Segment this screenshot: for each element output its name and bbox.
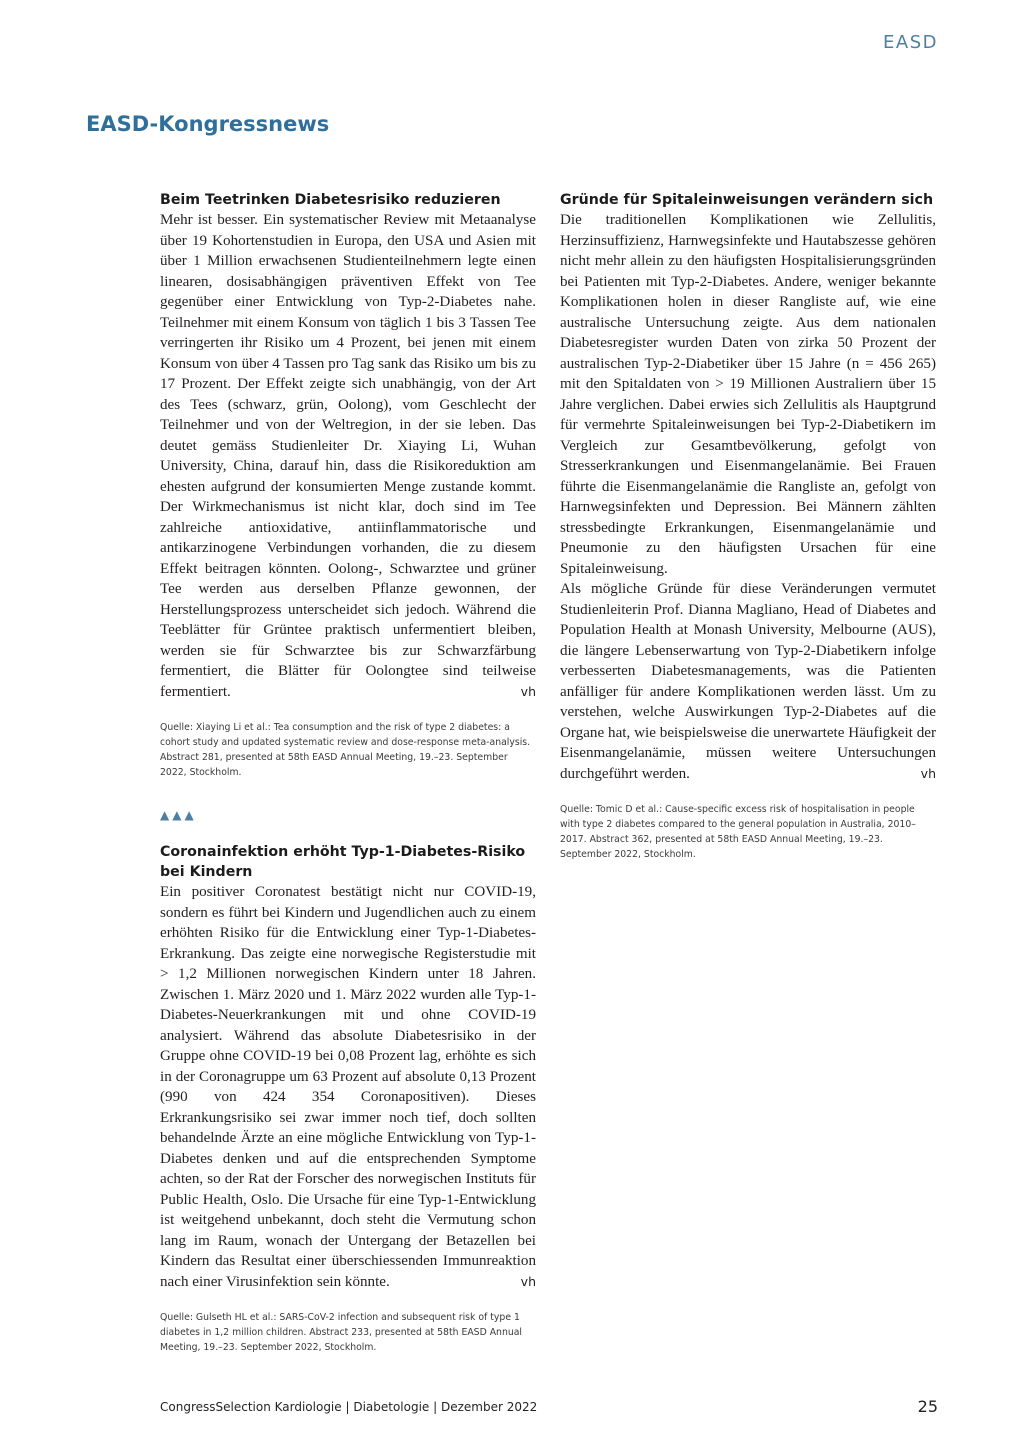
footer-publication: CongressSelection Kardiologie | Diabetologie | Dezember 2022: [160, 1400, 538, 1414]
article-body-paragraph-1: Die traditionellen Komplikationen wie Zellulitis, Herzinsuffizienz, Harnwegsinfekte und Hautabszesse gehören nicht mehr allein zu den häufigsten Hospitalisierungsgründen bei Patienten mit Typ-2-Diabetes. Andere, weniger bekannte Komplikationen holen in dieser Rangliste auf, wie eine australische Untersuchung zeigte. Aus dem nationalen Diabetesregister wurden Daten von zirka 50 Prozent der australischen Typ-2-Diabetiker über 15 Jahre (n = 456 265) mit den Spitaldaten von > 19 Millionen Australiern über 15 Jahre verglichen. Dabei erwies sich Zellulitis als Hauptgrund für vermehrte Spitaleinweisungen bei Typ-2-Diabetikern im Vergleich zur Gesamtbevölkerung, gefolgt von Stresserkrankungen und Eisenmangelanämie. Bei Frauen führte die Eisenmangelanämie die Rangliste an, gefolgt von Harnwegsinfekten und Depression. Bei Männern zählten stressbedingte Erkrankungen, Eisenmangelanämie und Pneumonie zu den häufigsten Ursachen für eine Spitaleinweisung.: [560, 212, 936, 577]
source-citation: Quelle: Xiaying Li et al.: Tea consumption and the risk of type 2 diabetes: a cohort study and updated systematic review and dose-response meta-analysis. Abstract 281, presented at 58th EASD Annual Meeting, 19.–23. September 2022, Stockholm.: [160, 722, 531, 778]
author-signature: vh: [520, 683, 536, 699]
article-body-text: Als mögliche Gründe für diese Veränderungen vermutet Studienleiterin Prof. Dianna Magliano, Head of Diabetes and Population Health at Monash University, Melbourne (AUS), die längere Lebenserwartung von Typ-2-Diabetikern infolge verbesserten Diabetesmanagements, was die Patienten anfälliger für andere Komplikationen werden lässt. Um zu verstehen, welche Auswirkungen Typ-2-Diabetes auf die Organe hat, wie beispielsweise die unerwartete Häufigkeit der Eisenmangelanämie, müssen weitere Untersuchungen durchgeführt werden.: [560, 581, 936, 782]
article-tea: [160, 190, 536, 780]
page-number: 25: [917, 1397, 938, 1416]
article-hospitalisation: [560, 190, 936, 862]
article-title: Beim Teetrinken Diabetesrisiko reduzieren: [160, 192, 501, 208]
author-signature: vh: [920, 765, 936, 781]
section-tag: EASD: [883, 32, 938, 53]
article-covid: [160, 842, 536, 1355]
article-body-text: Mehr ist besser. Ein systematischer Review mit Metaanalyse über 19 Kohortenstudien in Europa, den USA und Asien mit über 1 Million erwachsenen Studienteilnehmern legte einen linearen, dosisabhängigen präventiven Effekt von Tee gegenüber einer Entwicklung von Typ-2-Diabetes nahe. Teilnehmer mit einem Konsum von täglich 1 bis 3 Tassen Tee verringerten ihr Risiko um 4 Prozent, bei jenen mit einem Konsum von über 4 Tassen pro Tag sank das Risiko um bis zu 17 Prozent. Der Effekt zeigte sich unabhängig, von der Art des Tees (schwarz, grün, Oolong), vom Geschlecht der Teilnehmer und von der Weltregion, in der sie leben. Das deutet gemäss Studienleiter Dr. Xiaying Li, Wuhan University, China, darauf hin, dass die Risikoreduktion am ehesten aufgrund der konsumierten Menge zustande kommt. Der Wirkmechanismus ist nicht klar, doch sind im Tee zahlreiche antioxidative, antiinflammatorische und antikarzinogene Verbindungen vorhanden, die zu diesem Effekt beitragen könnten. Oolong-, Schwarztee und grüner Tee werden aus derselben Pflanze gewonnen, der Herstellungsprozess unterscheidet sich jedoch. Während die Teeblätter für Grüntee praktisch unfermentiert bleiben, werden sie für Schwarztee bis zur Schwarzfärbung fermentiert, die Blätter für Oolongtee sind teilweise fermentiert.: [160, 212, 536, 700]
article-title: Coronainfektion erhöht Typ-1-Diabetes-Risiko bei Kindern: [160, 844, 526, 880]
page-title: EASD-Kongressnews: [86, 112, 330, 136]
source-citation: Quelle: Gulseth HL et al.: SARS-CoV-2 infection and subsequent risk of type 1 diabetes in 1,2 million children. Abstract 233, presented at 58th EASD Annual Meeting, 19.–23. September 2022, Stockholm.: [160, 1312, 523, 1353]
source-citation: Quelle: Tomic D et al.: Cause-specific excess risk of hospitalisation in people with type 2 diabetes compared to the general population in Australia, 2010–2017. Abstract 362, presented at 58th EASD Annual Meeting, 19.–23. September 2022, Stockholm.: [560, 804, 916, 860]
article-body: [160, 882, 536, 1292]
article-body-paragraph-2: [560, 579, 936, 784]
section-separator: ▲▲▲: [160, 808, 197, 822]
right-column: [560, 190, 936, 862]
article-body-text: Ein positiver Coronatest bestätigt nicht nur COVID-19, sondern es führt bei Kindern und Jugendlichen auch zu einem erhöhten Risiko für die Entwicklung einer Typ-1-Diabetes-Erkrankung. Das zeigte eine norwegische Registerstudie mit > 1,2 Millionen norwegischen Kindern unter 18 Jahren. Zwischen 1. März 2020 und 1. März 2022 wurden alle Typ-1-Diabetes-Neuerkrankungen mit und ohne COVID-19 analysiert. Während das absolute Diabetesrisiko in der Gruppe ohne COVID-19 bei 0,08 Prozent lag, erhöhte es sich in der Coronagruppe um 63 Prozent auf absolute 0,13 Prozent (990 von 424 354 Coronapositiven). Dieses Erkrankungsrisiko sei zwar immer noch tief, doch sollten behandelnde Ärzte an eine mögliche Entwicklung von Typ-1-Diabetes denken und auf die entsprechenden Symptome achten, so der Rat der Forscher des norwegischen Instituts für Public Health, Oslo. Die Ursache für eine Typ-1-Entwicklung ist weitgehend unbekannt, doch steht die Vermutung schon lang im Raum, wonach der Untergang der Betazellen bei Kindern das Resultat einer überschiessenden Immunreaktion nach einer Virusinfektion sein könnte.: [160, 884, 536, 1290]
article-title: Gründe für Spitaleinweisungen verändern sich: [560, 192, 934, 208]
author-signature: vh: [520, 1273, 536, 1289]
article-body: [160, 210, 536, 702]
left-column: [160, 190, 536, 1355]
